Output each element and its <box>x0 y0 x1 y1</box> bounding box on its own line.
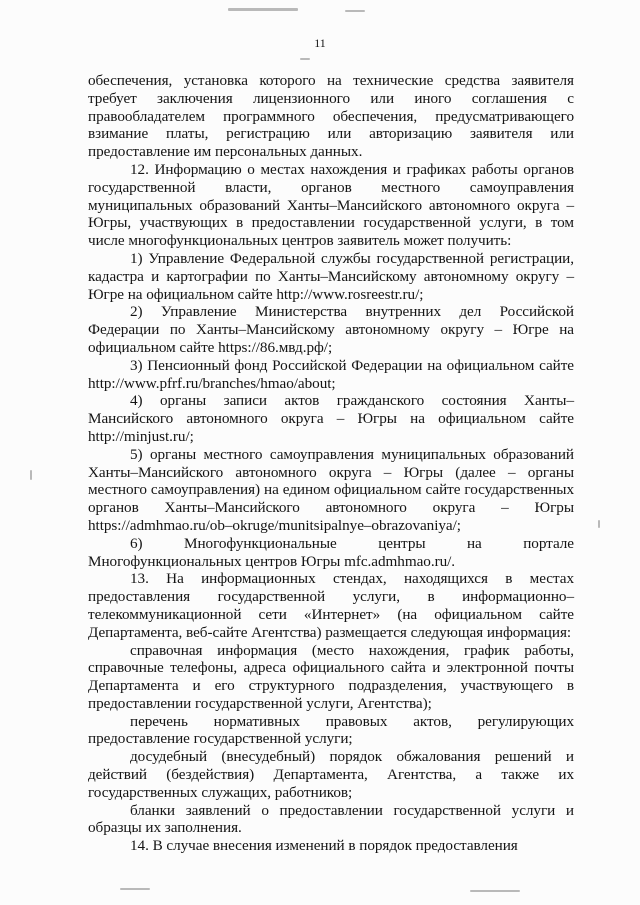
scan-artifact <box>345 10 365 12</box>
list-item-2: 2) Управление Министерства внутренних дел Российской Федерации по Ханты–Мансийскому автономному округу – Югре на официальном сайте https://86.мвд.рф/; <box>88 303 574 356</box>
list-item-5: 5) органы местного самоуправления муниципальных образований Ханты–Мансийского автономного округа – Югры (далее – органы местного самоуправления) на едином официальном сайте государственных органов Ханты–Мансийского автономного округа – Югры https://admhmao.ru/ob–okruge/munitsipalnye–obrazovaniya/; <box>88 445 574 534</box>
paragraph-14: 14. В случае внесения изменений в порядок предоставления <box>130 837 518 855</box>
list-item-1: 1) Управление Федеральной службы государственной регистрации, кадастра и картографии по Ханты–Мансийскому автономному округу – Югре на официальном сайте http://www.rosreestr.ru/; <box>88 249 574 303</box>
list-item-4: 4) органы записи актов гражданского состояния Ханты–Мансийского автономного округа – Югры на официальном сайте http://minjust.ru/; <box>88 392 574 445</box>
paragraph-continuation: обеспечения, установка которого на технические средства заявителя требует заключения лицензионного или иного соглашения с правообладателем программного обеспечения, предусматривающего взимание платы, регистрацию или авторизацию заявителя или предоставление им персональных данных. <box>88 72 574 161</box>
scan-artifact <box>120 888 150 890</box>
info-item-appeal-procedure: досудебный (внесудебный) порядок обжалования решений и действий (бездействия) Департамента, Агентства, а также их государственных служащих, работников; <box>88 748 574 801</box>
page-number: 11 <box>314 36 326 50</box>
info-item-forms: бланки заявлений о предоставлении государственной услуги и образцы их заполнения. <box>88 801 574 837</box>
scan-artifact <box>300 58 310 60</box>
list-item-3: 3) Пенсионный фонд Российской Федерации на официальном сайте http://www.pfrf.ru/branches/hmao/about; <box>88 356 574 392</box>
paragraph-13: 13. На информационных стендах, находящихся в местах предоставления государственной услуги, в информационно–телекоммуникационной сети «Интернет» (на официальном сайте Департамента, веб-сайте Агентства) размещается следующая информация: <box>88 570 574 641</box>
scan-artifact <box>598 520 600 528</box>
document-body <box>88 72 574 855</box>
scan-artifact <box>228 8 298 11</box>
info-item-reference: справочная информация (место нахождения, график работы, справочные телефоны, адреса официального сайта и электронной почты Департамента и его структурного подразделения, участвующего в предоставлении государственной услуги, Агентства); <box>88 641 574 712</box>
paragraph-12: 12. Информацию о местах нахождения и графиках работы органов государственной власти, органов местного самоуправления муниципальных образований Ханты–Мансийского автономного округа – Югры, участвующих в предоставлении государственной услуги, в том числе многофункциональных центров заявитель может получить: <box>88 160 574 250</box>
scan-artifact <box>470 890 520 892</box>
info-item-legal-acts: перечень нормативных правовых актов, регулирующих предоставление государственной услуги; <box>88 712 574 748</box>
scan-artifact <box>30 470 32 480</box>
list-item-6: 6) Многофункциональные центры на портале Многофункциональных центров Югры mfc.admhmao.ru/. <box>88 534 574 570</box>
